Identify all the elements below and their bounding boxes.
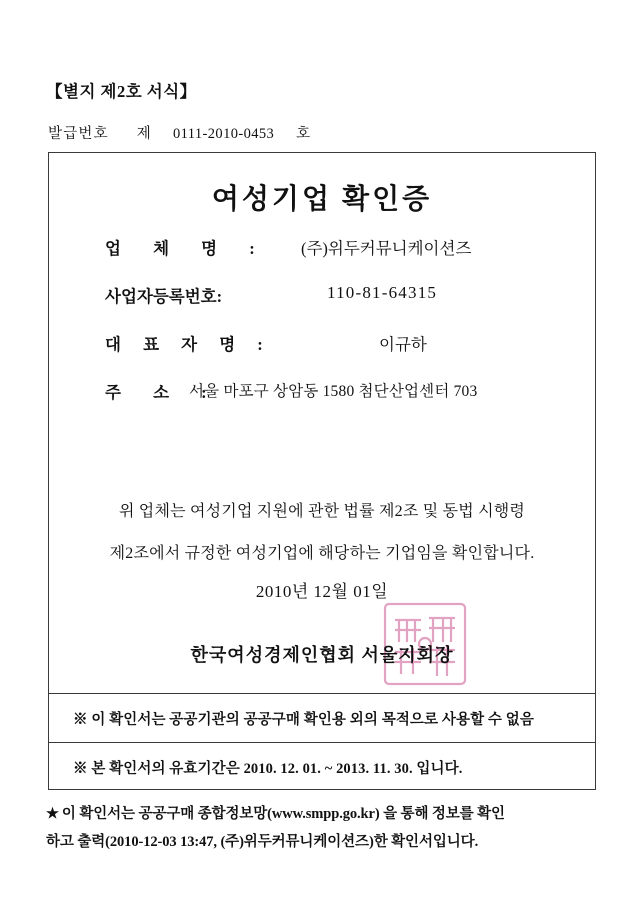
field-label-company: 업 체 명 :: [105, 239, 269, 258]
footer-note: [46, 800, 602, 856]
issue-number-row: [48, 122, 310, 143]
footer-line-2: 하고 출력(2010-12-03 13:47, (주)위두커뮤니케이션즈)한 확인서입니다.: [46, 834, 479, 850]
field-label-business-number: 사업자등록번호:: [105, 287, 223, 306]
field-label-address: 주 소 :: [105, 383, 221, 402]
certificate-box: [48, 152, 596, 790]
statement-block: [79, 491, 565, 575]
form-tag: 【별지 제2호 서식】: [46, 82, 197, 101]
field-value-ceo: 이규하: [379, 335, 427, 354]
field-value-business-number: 110-81-64315: [327, 283, 438, 302]
notice-text-usage: ※ 이 확인서는 공공기관의 공공구매 확인용 외의 목적으로 사용할 수 없음: [73, 712, 534, 728]
certificate-fields: [49, 235, 595, 427]
notice-row-validity: [49, 742, 595, 791]
notice-row-usage: [49, 693, 595, 742]
field-row-ceo: [49, 331, 595, 379]
field-label-ceo: 대 표 자 명 :: [105, 335, 272, 354]
field-row-address: [49, 379, 595, 427]
issue-number-value: 0111-2010-0453: [173, 126, 275, 142]
notice-text-validity: ※ 본 확인서의 유효기간은 2010. 12. 01. ~ 2013. 11. 30. 입니다.: [73, 761, 463, 777]
issue-number-label: 발급번호: [48, 126, 109, 142]
field-value-company: (주)위두커뮤니케이션즈: [301, 239, 472, 258]
field-value-address: 서울 마포구 상암동 1580 첨단산업센터 703: [189, 383, 478, 400]
field-row-business-number: [49, 283, 595, 331]
issue-number-prefix: 제: [136, 126, 152, 142]
star-icon: ★: [46, 806, 59, 822]
issue-number-suffix: 호: [296, 126, 311, 142]
footer-line-1: 이 확인서는 공공구매 종합정보망(www.smpp.go.kr) 을 통해 정보를 확인: [61, 806, 505, 822]
statement-line-1: 위 업체는 여성기업 지원에 관한 법률 제2조 및 동법 시행령: [118, 503, 526, 520]
issuer-name: 한국여성경제인협회 서울지회장: [190, 645, 454, 665]
statement-line-2: 제2조에서 규정한 여성기업에 해당하는 기업임을 확인합니다.: [109, 545, 535, 562]
certificate-title: 여성기업 확인증: [211, 184, 433, 215]
field-row-company: [49, 235, 595, 283]
issue-date: 2010년 12월 01일: [255, 582, 389, 601]
